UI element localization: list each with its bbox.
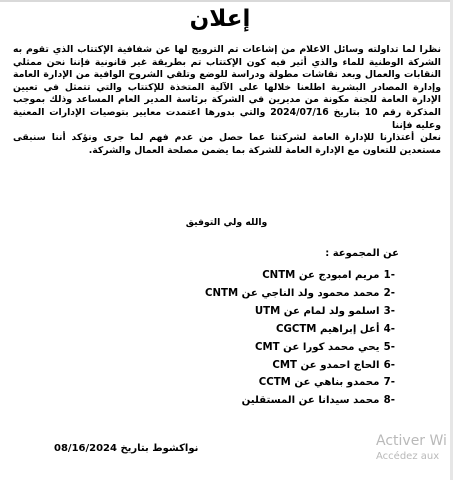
group-label: عن المجموعة :: [325, 248, 399, 259]
list-item: [205, 267, 395, 285]
member-text: محمد محمود ولد الناجي عن CNTM: [205, 287, 380, 299]
item-number: -2: [383, 287, 395, 299]
windows-activation-watermark: [376, 432, 447, 464]
member-text: مريم امبودج عن CNTM: [262, 270, 380, 281]
announcement-body: [13, 44, 441, 157]
item-number: -1: [383, 270, 395, 281]
announcement-paragraph: نظرا لما تداولته وسائل الاعلام من إشاعات تم الترويج لها عن شفافية الإكتتاب الذي تقوم به الشركة الوطنية للماء والذي أثير فيه كون الإكتتاب تم بطريقة غير قانونية فإننا نحن ممثلي النقابات والعمال وبعد نقاشات مطولة ودراسة للوضع وتلقي الشروح الوافية من الإدارة العامة وإدارة المصادر البشرية اطلعنا خلالها على الآلية المتخذة للإكتتاب والتي تتمثل في تعيين الإدارة العامة للجنة مكونة من مديرين في الشركة برئاسة المدير العام المساعد وذلك بموجب المذكرة رقم 10 بتاريخ 2024/07/16 والتي بدورها اعتمدت معايير بتوصيات الإدارات المعنية وعليه فإننا: [13, 44, 441, 131]
list-item: [205, 303, 395, 321]
item-number: -4: [383, 323, 395, 335]
member-text: أعل إبراهيم CGCTM: [276, 323, 380, 335]
list-item: [205, 357, 395, 375]
list-item: [205, 321, 395, 339]
item-number: -7: [383, 377, 395, 389]
list-item: [205, 339, 395, 357]
signatories-list: [205, 267, 395, 410]
closing-phrase: والله ولي التوفيق: [185, 217, 268, 228]
item-number: -5: [383, 341, 395, 353]
item-number: -3: [383, 305, 395, 317]
watermark-line: Accédez aux: [376, 451, 440, 462]
list-item: [205, 392, 395, 410]
announcement-paragraph: نعلن أعتذارنا للإدارة العامة لشركتنا عما حصل من عدم فهم لما جرى ونؤكد أننا سنبقى مستعدين للتعاون مع الإدارة العامة للشركة بما يضمن مصلحة العمال والشركة.: [13, 132, 441, 156]
page-title: إعلان: [189, 6, 251, 32]
list-item: [205, 374, 395, 392]
member-text: يحي محمد كورا عن CMT: [255, 341, 380, 353]
member-text: محمدو بناهي عن CCTM: [258, 377, 380, 389]
item-number: -6: [383, 359, 395, 371]
member-text: الحاج احمدو عن CMT: [272, 359, 380, 371]
list-item: [205, 285, 395, 303]
watermark-line: Activer Wi: [376, 433, 447, 449]
member-text: محمد سيدانا عن المستقلين: [241, 395, 380, 407]
item-number: -8: [383, 395, 395, 407]
member-text: اسلمو ولد لمام عن UTM: [254, 305, 380, 317]
date-location: نواكشوط بتاريخ 08/16/2024: [54, 443, 199, 454]
page-top-border: [0, 0, 453, 2]
